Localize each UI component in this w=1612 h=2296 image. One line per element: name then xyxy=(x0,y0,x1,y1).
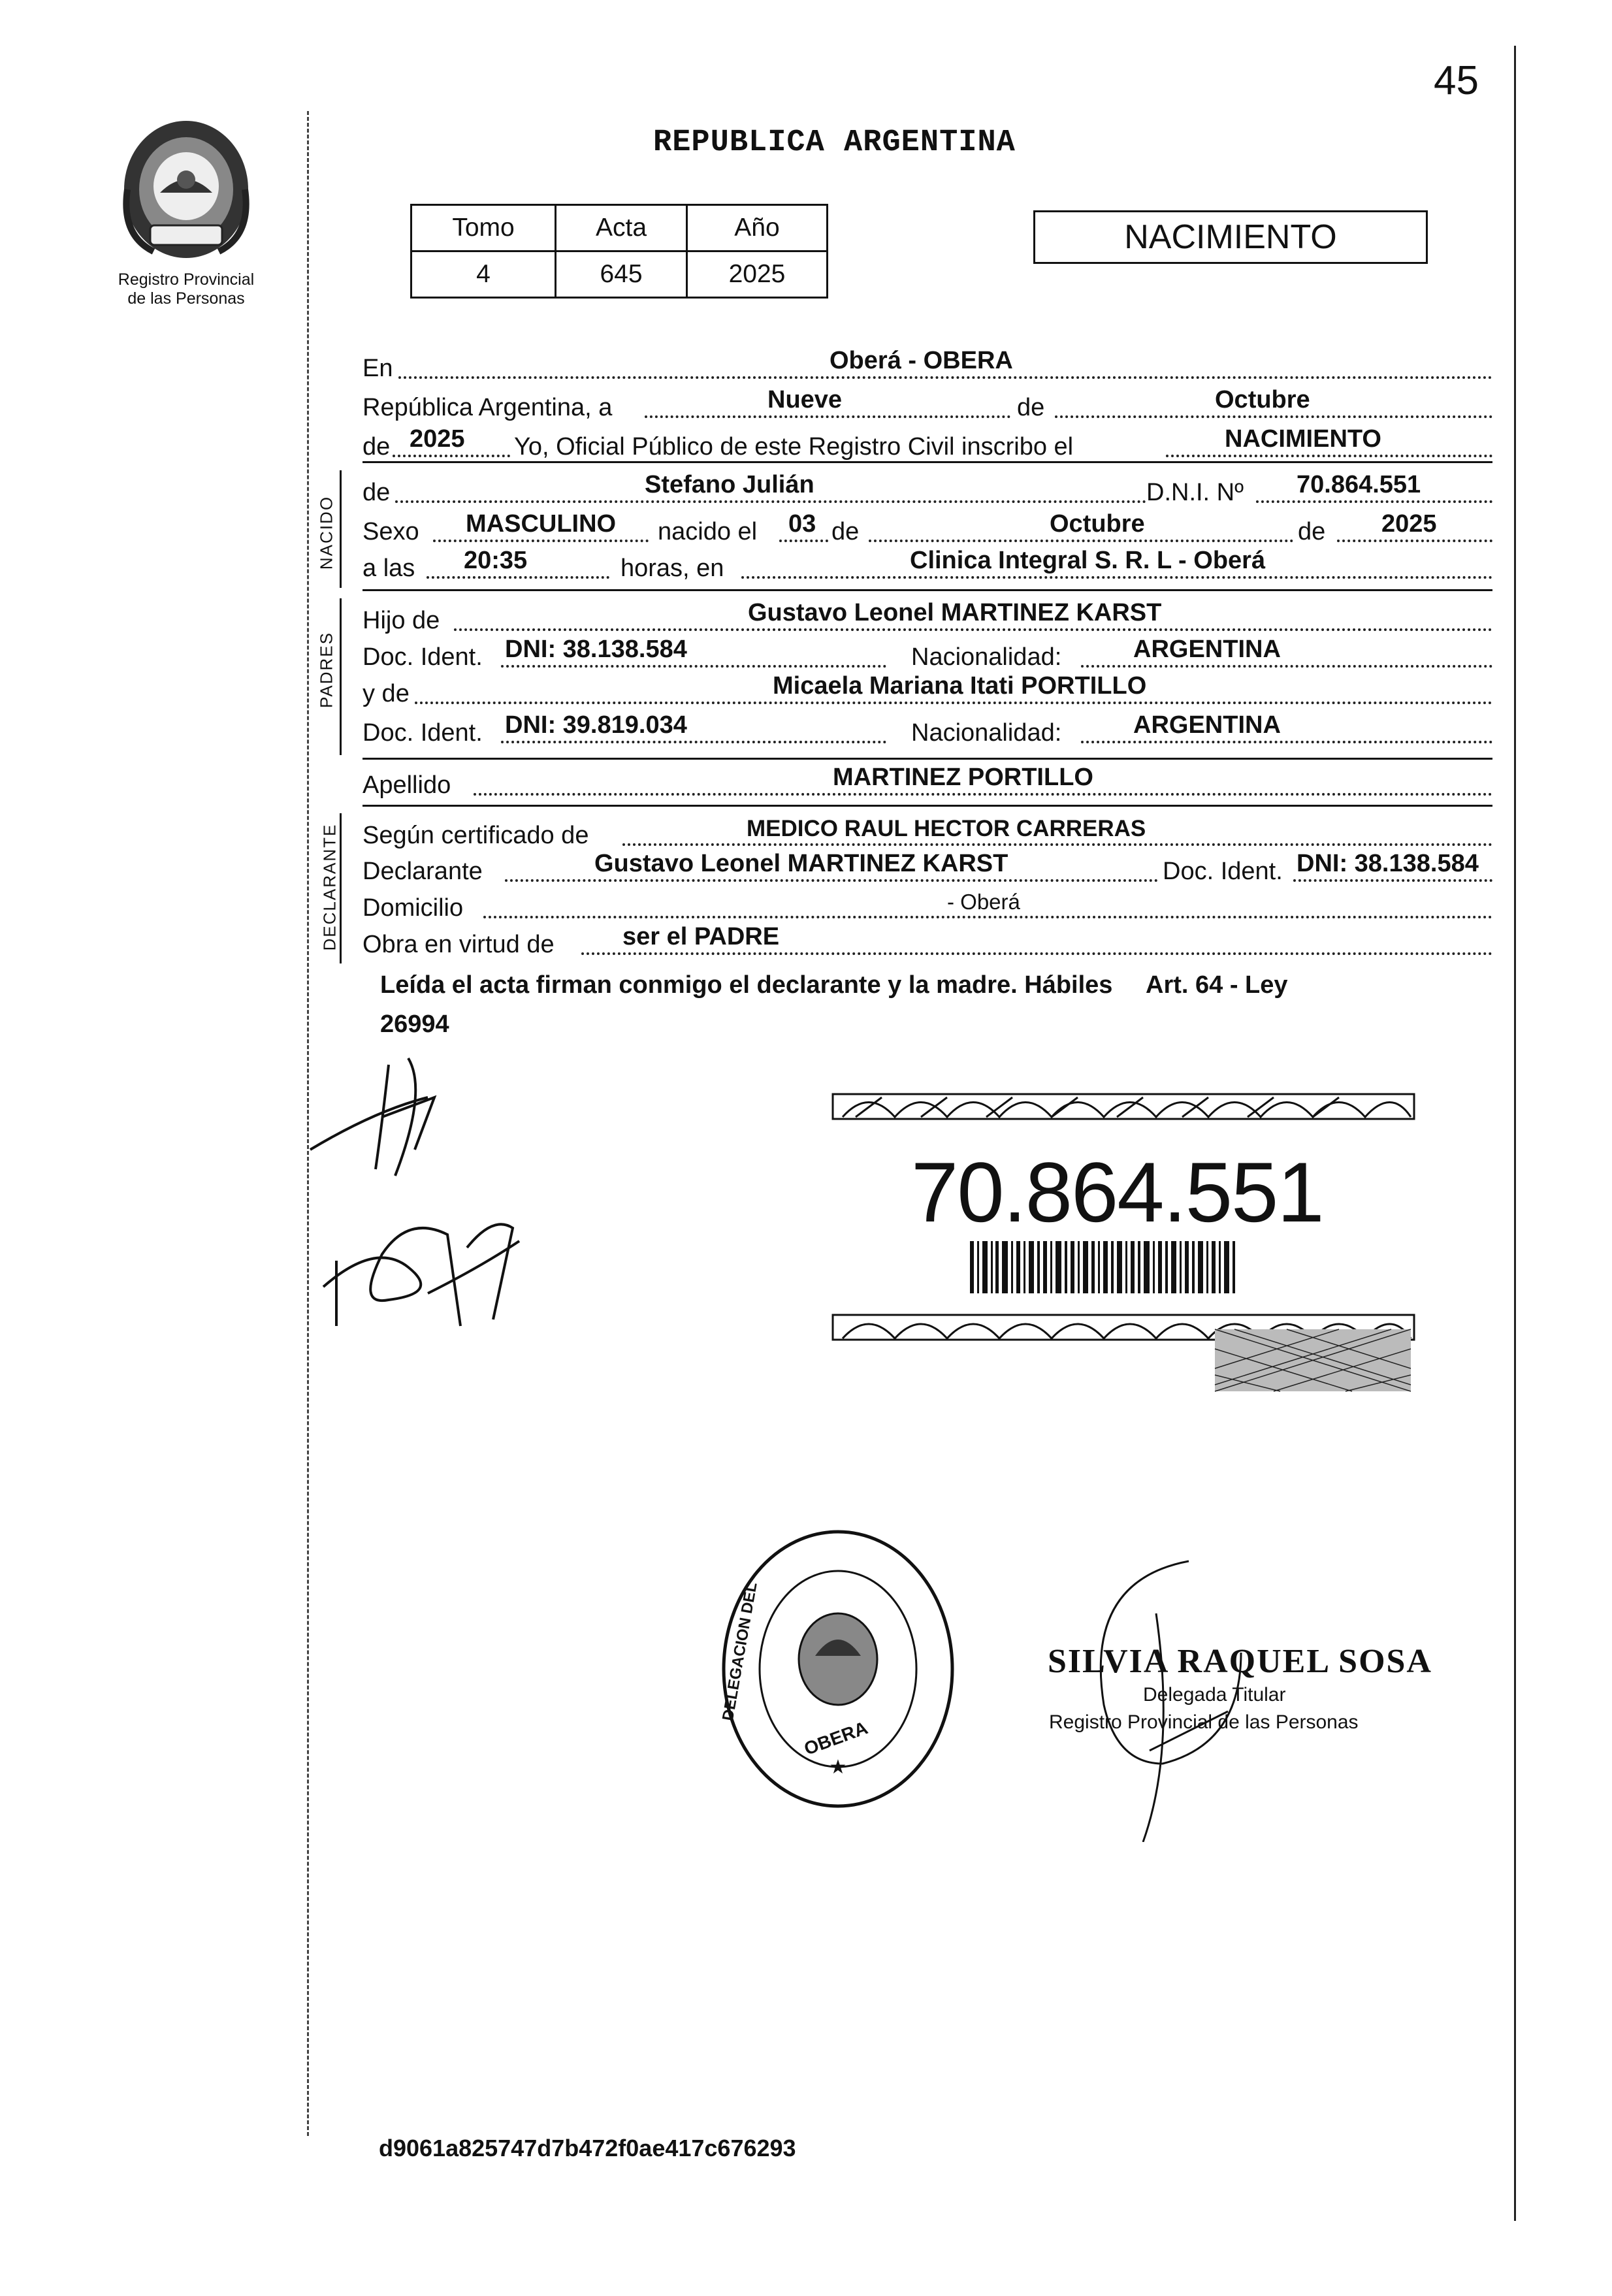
label-apellido: Apellido xyxy=(363,771,451,799)
dotted-line xyxy=(1337,540,1492,542)
label-domicilio: Domicilio xyxy=(363,894,464,922)
field-row-nacido-hora xyxy=(363,546,1492,588)
label-de3: de xyxy=(1298,518,1326,545)
label-horas-en: horas, en xyxy=(621,555,724,582)
label-sexo: Sexo xyxy=(363,518,419,545)
signature-stamp-org: Registro Provincial de las Personas xyxy=(1049,1711,1359,1733)
label-y-de: y de xyxy=(363,680,410,707)
header-tomo: Tomo xyxy=(411,205,556,251)
label-obra-en-virtud: Obra en virtud de xyxy=(363,931,555,958)
field-row-nacido-name xyxy=(363,470,1492,512)
label-declarante: Declarante xyxy=(363,858,483,885)
field-row-year xyxy=(363,425,1492,466)
separator xyxy=(363,758,1492,760)
value-acta: 645 xyxy=(556,251,687,298)
label-doc-ident: Doc. Ident. xyxy=(363,643,483,671)
label-a-las: a las xyxy=(363,555,415,582)
label-de: de xyxy=(363,479,391,506)
dotted-line xyxy=(1256,500,1492,503)
field-row-apellido xyxy=(363,763,1492,805)
separator xyxy=(363,461,1492,463)
header-acta: Acta xyxy=(556,205,687,251)
value-declarante-name: Gustavo Leonel MARTINEZ KARST xyxy=(594,850,1008,877)
dotted-line xyxy=(1166,455,1492,457)
label-nacionalidad: Nacionalidad: xyxy=(911,719,1062,747)
dotted-line xyxy=(645,415,1010,418)
label-en: En xyxy=(363,355,393,382)
label-de2: de xyxy=(831,518,860,545)
dotted-line xyxy=(398,376,1492,379)
field-row-y-de xyxy=(363,671,1492,713)
act-type-box: NACIMIENTO xyxy=(1033,210,1428,264)
dotted-line xyxy=(454,628,1492,631)
dotted-line xyxy=(1081,741,1492,743)
section-label-nacido: NACIDO xyxy=(316,495,336,570)
dotted-line xyxy=(501,665,886,668)
declarant-signature xyxy=(297,1019,572,1359)
dotted-line xyxy=(505,879,1158,882)
value-apellido: MARTINEZ PORTILLO xyxy=(833,764,1093,791)
value-obra: ser el PADRE xyxy=(622,923,780,950)
value-father-doc: DNI: 38.138.584 xyxy=(505,636,687,663)
value-domicilio: - Oberá xyxy=(947,890,1020,914)
signature-stamp-title: Delegada Titular xyxy=(1143,1684,1286,1706)
section-bar-nacido xyxy=(340,470,342,588)
field-row-declarante xyxy=(363,849,1492,891)
dotted-line xyxy=(433,540,649,542)
value-declarante-doc: DNI: 38.138.584 xyxy=(1297,850,1479,877)
signature-stamp-name: SILVIA RAQUEL SOSA xyxy=(1048,1643,1432,1680)
value-father-name: Gustavo Leonel MARTINEZ KARST xyxy=(748,599,1162,626)
footnote-article: Art. 64 - Ley xyxy=(1146,971,1288,999)
value-birth-day: 03 xyxy=(788,510,816,538)
value-en: Oberá - OBERA xyxy=(830,347,1013,374)
dotted-line xyxy=(581,952,1492,955)
provincia-misiones-logo xyxy=(114,111,258,268)
label-de: de xyxy=(1017,394,1045,421)
value-inscribe: NACIMIENTO xyxy=(1225,425,1381,453)
value-sexo: MASCULINO xyxy=(466,510,617,538)
dotted-line xyxy=(393,455,510,457)
separator xyxy=(363,589,1492,591)
field-row-nacido-sexo xyxy=(363,509,1492,551)
logo-caption-line2: de las Personas xyxy=(127,289,245,308)
value-child-dni: 70.864.551 xyxy=(1297,471,1421,498)
value-certificado: MEDICO RAUL HECTOR CARRERAS xyxy=(747,816,1146,841)
header-ano: Año xyxy=(687,205,828,251)
value-birth-place: Clinica Integral S. R. L - Oberá xyxy=(910,547,1266,574)
value-month: Octubre xyxy=(1215,386,1310,413)
section-label-declarante: DECLARANTE xyxy=(319,823,340,951)
value-ano: 2025 xyxy=(687,251,828,298)
label-doc-ident: Doc. Ident. xyxy=(1163,858,1283,885)
value-tomo: 4 xyxy=(411,251,556,298)
dotted-line xyxy=(1055,415,1492,418)
value-child-name: Stefano Julián xyxy=(645,471,814,498)
footnote-text: Leída el acta firman conmigo el declarante y la madre. Hábiles xyxy=(380,971,1113,999)
separator xyxy=(363,805,1492,807)
value-birth-year: 2025 xyxy=(1381,510,1437,538)
value-mother-name: Micaela Mariana Itati PORTILLO xyxy=(773,672,1147,700)
dotted-line xyxy=(395,500,1146,503)
label-dni: D.N.I. Nº xyxy=(1146,479,1244,506)
dotted-line xyxy=(779,540,828,542)
value-mother-nacionalidad: ARGENTINA xyxy=(1133,711,1281,739)
value-birth-month: Octubre xyxy=(1050,510,1145,538)
right-border xyxy=(1514,46,1516,2221)
field-row-obra xyxy=(363,922,1492,964)
field-row-en xyxy=(363,346,1492,388)
registry-value-row xyxy=(411,251,828,298)
dotted-line xyxy=(427,576,609,579)
delegation-seal xyxy=(717,1525,959,1813)
official-text: Yo, Oficial Público de este Registro Civil inscribo el xyxy=(514,433,1074,461)
barcode-number: 70.864.551 xyxy=(911,1144,1323,1240)
label-republica: República Argentina, a xyxy=(363,394,613,421)
section-label-padres: PADRES xyxy=(316,632,336,708)
value-day: Nueve xyxy=(767,386,843,413)
dotted-line xyxy=(1293,879,1492,882)
label-segun-certificado: Según certificado de xyxy=(363,822,589,849)
field-row-hijo-de xyxy=(363,598,1492,640)
field-row-domicilio xyxy=(363,886,1492,928)
registry-header-row xyxy=(411,205,828,251)
dotted-line xyxy=(501,741,886,743)
label-nacido-el: nacido el xyxy=(658,518,758,545)
field-row-mother-doc xyxy=(363,711,1492,752)
dotted-line xyxy=(483,916,1492,918)
field-row-republica xyxy=(363,385,1492,427)
registry-table xyxy=(410,204,828,299)
value-year: 2025 xyxy=(410,425,465,453)
field-row-father-doc xyxy=(363,635,1492,677)
footnote-law: 26994 xyxy=(380,1011,449,1038)
dotted-line xyxy=(474,793,1492,796)
dotted-line xyxy=(415,702,1492,704)
label-doc-ident: Doc. Ident. xyxy=(363,719,483,747)
value-father-nacionalidad: ARGENTINA xyxy=(1133,636,1281,663)
dotted-line xyxy=(741,576,1492,579)
dotted-line xyxy=(1081,665,1492,668)
barcode-label xyxy=(830,1088,1417,1395)
logo-caption-line1: Registro Provincial xyxy=(118,270,255,289)
document-title: REPUBLICA ARGENTINA xyxy=(653,125,1016,160)
logo-caption xyxy=(85,270,287,308)
label-nacionalidad: Nacionalidad: xyxy=(911,643,1062,671)
label-year: de xyxy=(363,433,391,461)
section-bar-padres xyxy=(340,598,342,755)
value-mother-doc: DNI: 39.819.034 xyxy=(505,711,687,739)
svg-text:★: ★ xyxy=(829,1756,847,1778)
document-hash: d9061a825747d7b472f0ae417c676293 xyxy=(379,2135,796,2161)
svg-text:OBERA: OBERA xyxy=(801,1717,871,1759)
label-hijo-de: Hijo de xyxy=(363,607,440,634)
page-number: 45 xyxy=(1434,58,1479,103)
svg-text:DELEGACION DEL: DELEGACION DEL xyxy=(718,1581,761,1722)
dotted-line xyxy=(622,843,1492,846)
dotted-line xyxy=(869,540,1293,542)
value-birth-time: 20:35 xyxy=(464,547,528,574)
